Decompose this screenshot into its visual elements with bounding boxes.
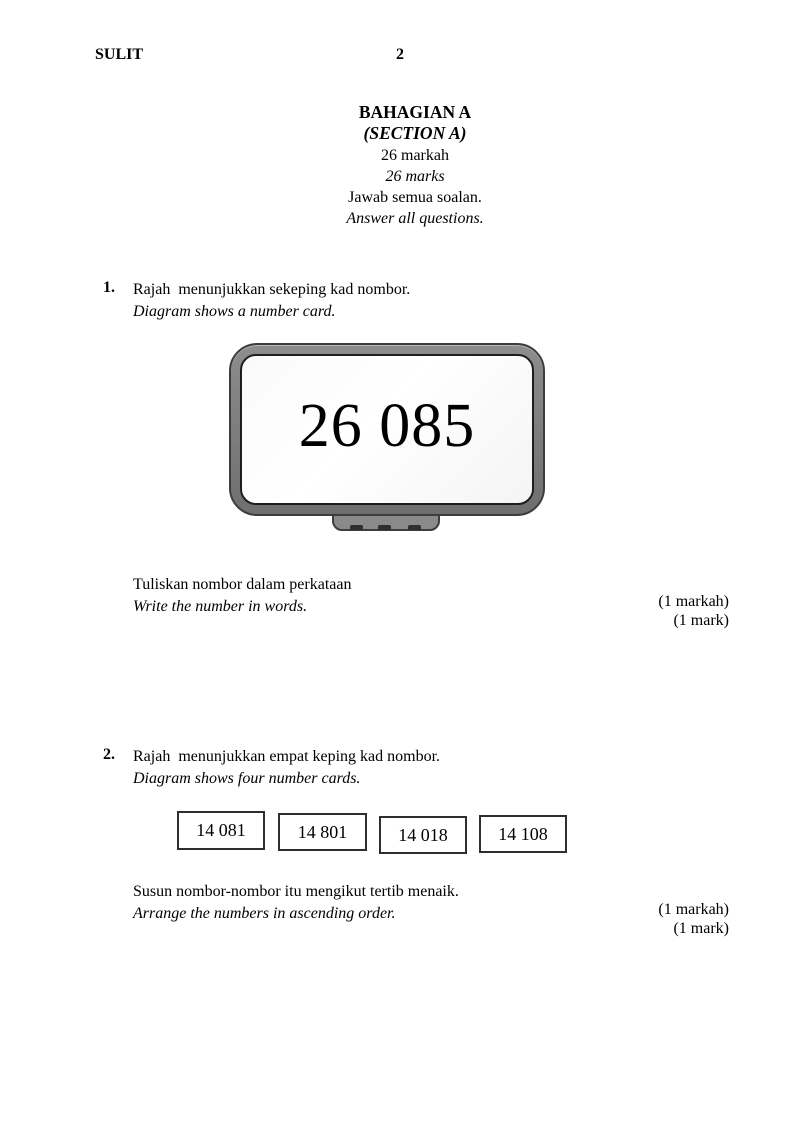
section-title-en: (SECTION A) — [363, 123, 467, 144]
question-1-task-en: Write the number in words. — [133, 598, 308, 615]
question-2-marks-en: (1 mark) — [673, 919, 729, 937]
question-2-task-ms: Susun nombor-nombor itu mengikut tertib menaik. — [133, 883, 459, 900]
question-2-prompt-ms: Rajah menunjukkan empat keping kad nombor. — [133, 748, 441, 765]
stand-notch — [350, 525, 363, 530]
number-card-display — [229, 343, 545, 516]
question-2-marks-ms: (1 markah) — [658, 901, 729, 918]
number-card-value: 14 108 — [498, 823, 548, 844]
question-1-number: 1. — [103, 279, 115, 296]
number-card-value: 14 081 — [196, 820, 246, 840]
question-2-number: 2. — [103, 746, 115, 763]
number-card — [177, 811, 265, 850]
number-card — [479, 815, 567, 853]
section-marks-ms: 26 markah — [381, 146, 449, 164]
question-2-prompt-en: Diagram shows four number cards. — [133, 770, 361, 787]
number-card-value: 14 018 — [398, 824, 448, 845]
page-number: 2 — [396, 46, 404, 63]
number-card — [278, 813, 367, 851]
question-1-task-ms: Tuliskan nombor dalam perkataan — [133, 576, 352, 593]
stand-notch — [408, 525, 421, 530]
section-heading — [30, 102, 800, 230]
section-instruction-ms: Jawab semua soalan. — [348, 189, 482, 207]
number-card — [379, 816, 467, 854]
number-card-value: 14 801 — [297, 821, 348, 842]
number-card-screen — [240, 354, 534, 505]
question-1-prompt-en: Diagram shows a number card. — [133, 303, 336, 320]
question-2-task-en: Arrange the numbers in ascending order. — [133, 905, 396, 922]
section-title-ms: BAHAGIAN A — [358, 102, 472, 122]
question-1-marks-en: (1 mark) — [673, 611, 729, 629]
section-instruction-en: Answer all questions. — [346, 210, 484, 228]
question-1-marks — [509, 593, 729, 630]
stand-notch — [378, 525, 391, 530]
question-2-marks — [509, 901, 729, 938]
question-1-prompt-ms: Rajah menunjukkan sekeping kad nombor. — [133, 281, 411, 298]
section-marks-en: 26 marks — [385, 167, 445, 185]
question-1-card-number: 26 085 — [298, 392, 476, 460]
question-1-marks-ms: (1 markah) — [658, 593, 729, 610]
confidential-label: SULIT — [95, 46, 144, 63]
